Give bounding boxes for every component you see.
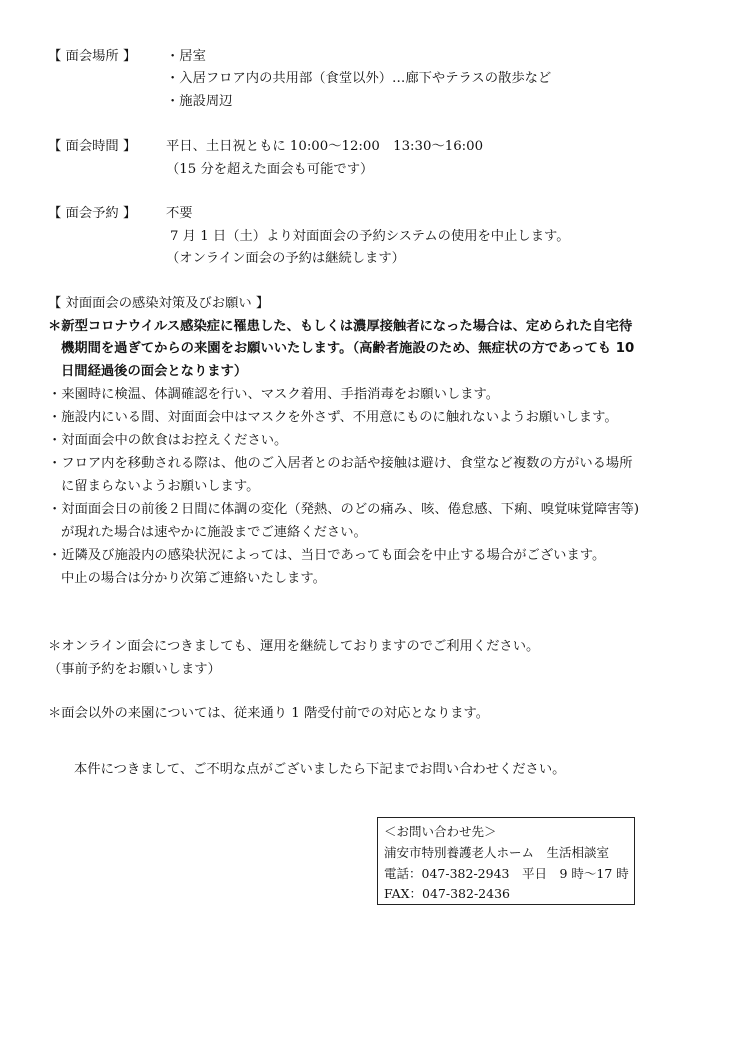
reservation-text: 不要 xyxy=(166,206,193,221)
measures-bullet: ・来園時に検温、体調確認を行い、マスク着用、手指消毒をお願いします。 xyxy=(48,387,500,402)
measures-bullet: ・対面面会日の前後２日間に体調の変化（発熱、のどの痛み、咳、倦怠感、下痢、嗅覚味覚障害等) xyxy=(48,502,640,517)
location-label: 【 面会場所 】 xyxy=(48,49,137,64)
contact-box xyxy=(377,817,635,905)
measures-bullet: ・近隣及び施設内の感染状況によっては、当日であっても面会を中止する場合がございます。 xyxy=(48,548,606,563)
online-notice: ＊オンライン面会につきましても、運用を継続しておりますのでご利用ください。 xyxy=(48,639,540,654)
location-item: ・入居フロア内の共用部（食堂以外）…廊下やテラスの散歩など xyxy=(166,71,552,86)
hours-note: （15 分を超えた面会も可能です） xyxy=(166,162,374,177)
other-visits-notice: ＊面会以外の来園については、従来通り 1 階受付前での対応となります。 xyxy=(48,706,490,721)
reservation-text: （オンライン面会の予約は継続します） xyxy=(166,251,405,266)
measures-notice: 機期間を過ぎてからの来園をお願いいたします。（高齢者施設のため、無症状の方であっても 10 xyxy=(61,341,635,356)
measures-notice: 日間経過後の面会となります） xyxy=(61,364,248,379)
measures-notice: ＊新型コロナウイルス感染症に罹患した、もしくは濃厚接触者になった場合は、定められた自宅待 xyxy=(48,319,633,334)
measures-heading: 【 対面面会の感染対策及びお願い 】 xyxy=(48,296,270,311)
contact-org: 浦安市特別養護老人ホーム 生活相談室 xyxy=(384,845,610,860)
reservation-text: 7 月 1 日（土）より対面面会の予約システムの使用を中止します。 xyxy=(170,229,570,244)
measures-bullet: ・施設内にいる間、対面面会中はマスクを外さず、不用意にものに触れないようお願いします。 xyxy=(48,410,618,425)
contact-fax: FAX：047-382-2436 xyxy=(384,886,510,901)
measures-bullet: が現れた場合は速やかに施設までご連絡ください。 xyxy=(61,525,367,540)
online-notice: （事前予約をお願いします） xyxy=(48,662,221,677)
contact-heading: ＜お問い合わせ先＞ xyxy=(384,824,497,839)
hours-label: 【 面会時間 】 xyxy=(48,139,137,154)
location-item: ・居室 xyxy=(166,49,206,64)
measures-bullet: 中止の場合は分かり次第ご連絡いたします。 xyxy=(61,571,326,586)
closing-text: 本件につきまして、ご不明な点がございましたら下記までお問い合わせください。 xyxy=(74,762,566,777)
hours-text: 平日、土日祝ともに 10:00～12:00 13:30～16:00 xyxy=(166,139,484,154)
contact-phone: 電話：047-382-2943 平日 9 時～17 時 xyxy=(384,866,629,881)
measures-bullet: に留まらないようお願いします。 xyxy=(61,479,260,494)
reservation-label: 【 面会予約 】 xyxy=(48,206,137,221)
location-item: ・施設周辺 xyxy=(166,94,233,109)
measures-bullet: ・対面面会中の飲食はお控えください。 xyxy=(48,433,288,448)
measures-bullet: ・フロア内を移動される際は、他のご入居者とのお話や接触は避け、食堂など複数の方がいる場所 xyxy=(48,456,633,471)
